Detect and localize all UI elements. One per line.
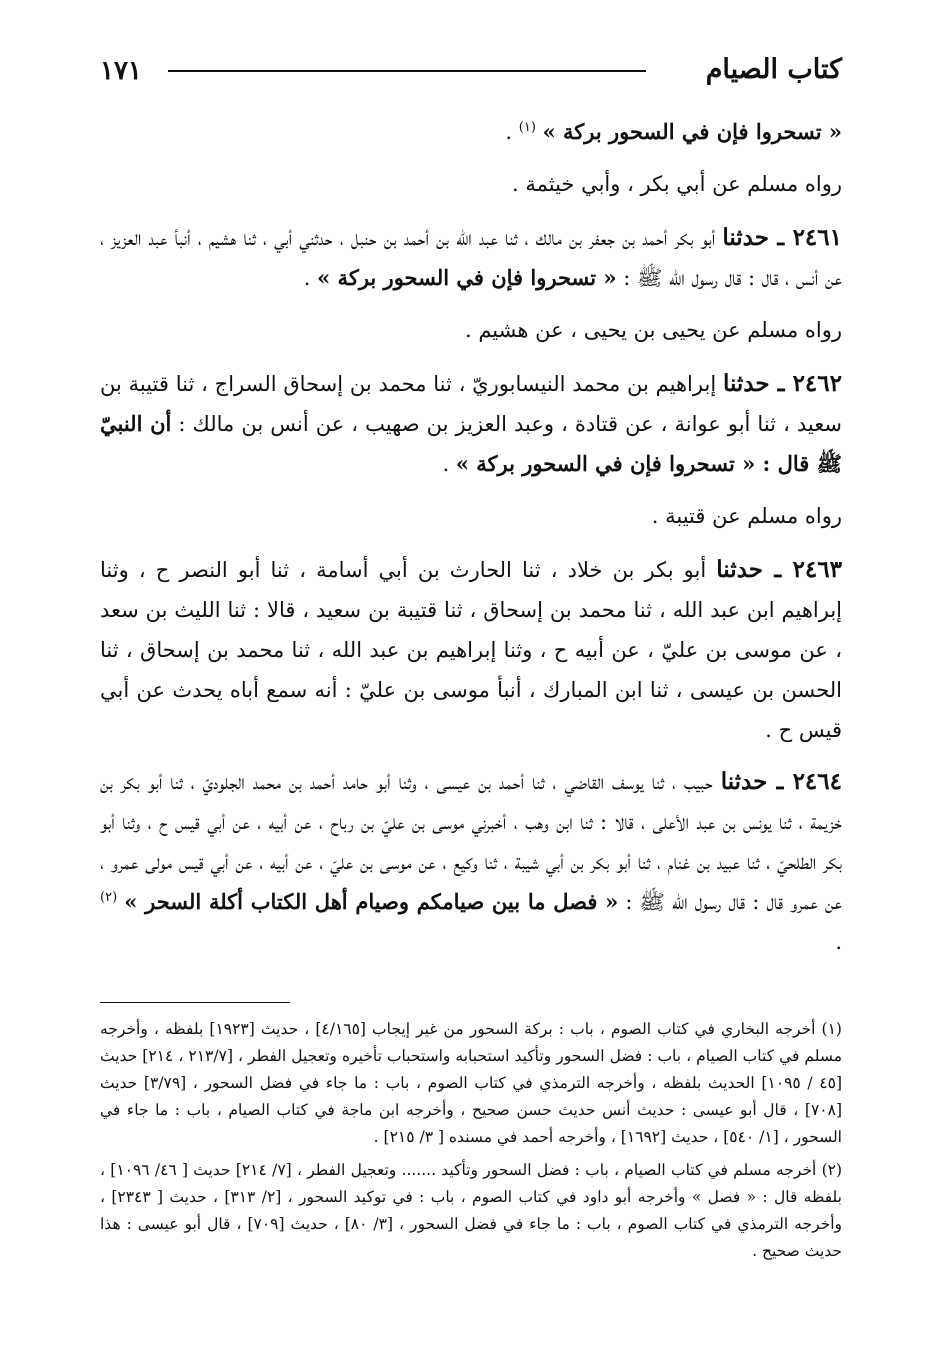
hadith-2464 <box>100 762 842 962</box>
footnote-2: (٢) أخرجه مسلم في كتاب الصيام ، باب : فضل السحور وتأكيد ....... وتعجيل الفطر ، [٧/ ٢١٤] حديث [ ٤٦/ ١٠٩٦] ، بلفظه قال : « فصل » وأخرجه أبو داود في كتاب الصوم ، باب : في توكيد السحور ، [٢/ ٣١٣] ، حديث [ ٢٣٤٣] ، وأخرجه الترمذي في كتاب الصوم ، باب : ما جاء في فضل السحور ، [٣/ ٨٠] ، حديث [٧٠٩] ، قال أبو عيسى : هذا حديث صحيح . <box>100 1161 843 1260</box>
footnote-marker: (٢) <box>100 890 118 905</box>
hadith-2463 <box>100 550 842 750</box>
narration-note: رواه مسلم عن يحيى بن يحيى ، عن هشيم . <box>464 318 842 342</box>
prophetic-quote: أن النبيّ ﷺ قال : « تسحروا فإن في السحور بركة » <box>100 411 842 476</box>
hadith-number: ٢٤٦٤ ـ حدثنا <box>720 768 842 795</box>
prophetic-quote: « تسحروا فإن في السحور بركة » <box>317 265 617 290</box>
book-title: كتاب الصيام <box>705 54 842 85</box>
narration-note: رواه مسلم عن أبي بكر ، وأبي خيثمة . <box>512 172 842 196</box>
prophetic-quote: « فصل ما بين صيامكم وصيام أهل الكتاب أكلة السحر » <box>124 889 619 914</box>
page-number: ١٧١ <box>100 56 142 86</box>
narration-note: رواه مسلم عن قتيبة . <box>651 504 842 528</box>
footnote-1: (١) أخرجه البخاري في كتاب الصوم ، باب : بركة السحور من غير إيجاب [٤/١٦٥] ، حديث [١٩٢٣] بلفظه ، وأخرجه مسلم في كتاب الصيام ، باب : فضل السحور وتأكيد استحبابه واستحباب تأخيره وتعجيل الفطر ، [٢١٣/٧ ، ٢١٤] حديث [٤٥ / ١٠٩٥] الحديث بلفظه ، وأخرجه الترمذي في كتاب الصوم ، باب : ما جاء في فضل السحور ، [٣/٧٩] حديث [٧٠٨] ، قال أبو عيسى : حديث أنس حديث حسن صحيح ، وأخرجه ابن ماجة في كتاب الصيام ، باب : ما جاء في السحور ، [١/ ٥٤٠] ، حديث [١٦٩٢] ، وأخرجه أحمد في مسنده [ ٣/ ٢١٥] . <box>100 1020 843 1146</box>
footnote-separator <box>100 1002 290 1003</box>
hadith-text: إبراهيم بن محمد النيسابوريّ ، ثنا محمد بن إسحاق السراج ، ثنا قتيبة بن سعيد ، ثنا أبو عوانة ، عن قتادة ، وعبد العزيز بن صهيب ، عن أنس بن مالك : <box>100 372 842 436</box>
hadith-text: حبيب ، ثنا يوسف القاضي ، ثنا أحمد بن عيسى ، وثنا أبو حامد أحمد بن محمد الجلوديّ ، ثنا أبو بكر بن خزيمة ، ثنا يونس بن عبد الأعلى ، قالا : ثنا ابن وهب ، أخبرني موسى بن عليّ بن رباح ، عن أبيه ، عن أبي قيس ح ، وثنا أبو بكر الطلحيّ ، ثنا عبيد بن غنام ، ثنا أبو بكر بن أبي شيبة ، ثنا وكيع ، عن موسى بن عليّ ، عن أبيه ، عن أبي قيس مولى عمرو ، عن عمرو قال : قال رسول الله ﷺ : <box>100 770 842 914</box>
page-body <box>100 112 842 974</box>
hadith-text: أبو بكر أحمد بن جعفر بن مالك ، ثنا عبد الله بن أحمد بن حنبل ، حدثني أبي ، ثنا هشيم ، أنبأ عبد العزيز ، عن أنس ، قال : قال رسول الله ﷺ : <box>100 226 842 290</box>
footnote-marker: (١) <box>518 120 536 135</box>
hadith-number: ٢٤٦٣ ـ حدثنا <box>716 556 842 583</box>
paragraph-tail: . <box>505 120 513 144</box>
prophetic-quote: « تسحروا فإن في السحور بركة » <box>542 119 842 144</box>
hadith-2461 <box>100 218 842 298</box>
hadith-number: ٢٤٦١ ـ حدثنا <box>722 224 842 251</box>
header-rule <box>168 70 646 72</box>
hadith-text: أبو بكر بن خلاد ، ثنا الحارث بن أبي أسامة ، ثنا أبو النصر ح ، وثنا إبراهيم ابن عبد الله ، ثنا محمد بن إسحاق ، ثنا قتيبة بن سعيد ، قالا : ثنا الليث بن سعد ، عن موسى بن عليّ ، عن أبيه ح ، وثنا إبراهيم بن عبد الله ، ثنا محمد بن إسحاق ، ثنا الحسن بن عيسى ، ثنا ابن المبارك ، أنبأ موسى بن عليّ : أنه سمع أباه يحدث عن أبي قيس ح . <box>100 558 842 742</box>
paragraph-tail: . <box>835 930 842 954</box>
footnotes <box>100 1016 842 1271</box>
hadith-2462 <box>100 364 842 484</box>
paragraph-hadith-quote <box>100 112 842 152</box>
paragraph-tail: . <box>303 266 318 290</box>
hadith-number: ٢٤٦٢ ـ حدثنا <box>722 370 842 397</box>
page-header <box>100 50 842 94</box>
paragraph-tail: . <box>442 452 456 476</box>
